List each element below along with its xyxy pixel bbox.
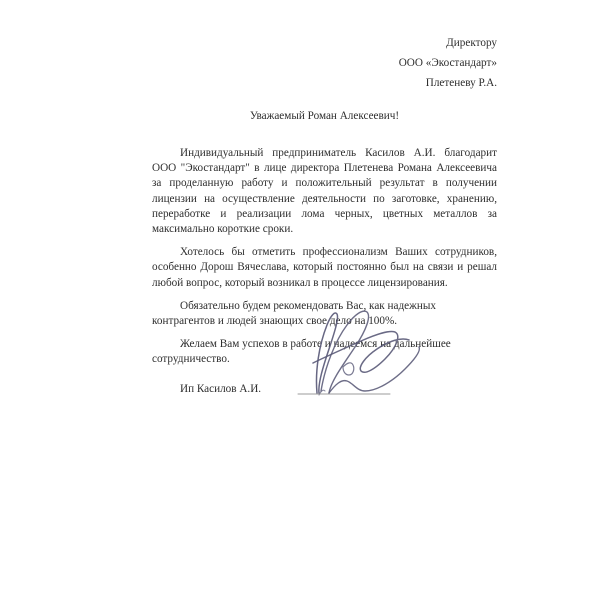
body-paragraph-4: Желаем Вам успехов в работе и надеемся на дальнейшее сотрудничество. (152, 338, 451, 366)
addressee-company: ООО «Экостандарт» (398, 57, 497, 69)
addressee-role: Директору (446, 37, 497, 49)
letter-body (152, 146, 497, 376)
signer-name: Ип Касилов А.И. (180, 383, 262, 395)
salutation: Уважаемый Роман Алексеевич! (249, 110, 400, 122)
addressee-person: Плетеневу Р.А. (425, 77, 497, 89)
body-paragraph-1: Индивидуальный предприниматель Касилов А.И. благодарит ООО "Экостандарт" в лице директора Плетенева Романа Алексеевича за проделанную работу и положительный результат в получении лицензии на осуществление деятельности по заготовке, хранению, переработке и реализации лома черных, цветных металлов за максимально короткие сроки. (152, 147, 497, 236)
addressee-block (240, 33, 497, 93)
body-paragraph-3: Обязательно будем рекомендовать Вас, как надежных контрагентов и людей знающих свое дело на 100%. (152, 299, 436, 328)
body-paragraph-2: Хотелось бы отметить профессионализм Ваших сотрудников, особенно Дорош Вячеслава, который постоянно был на связи и решал любой вопрос, который возникал в процессе лицензирования. (152, 246, 497, 289)
